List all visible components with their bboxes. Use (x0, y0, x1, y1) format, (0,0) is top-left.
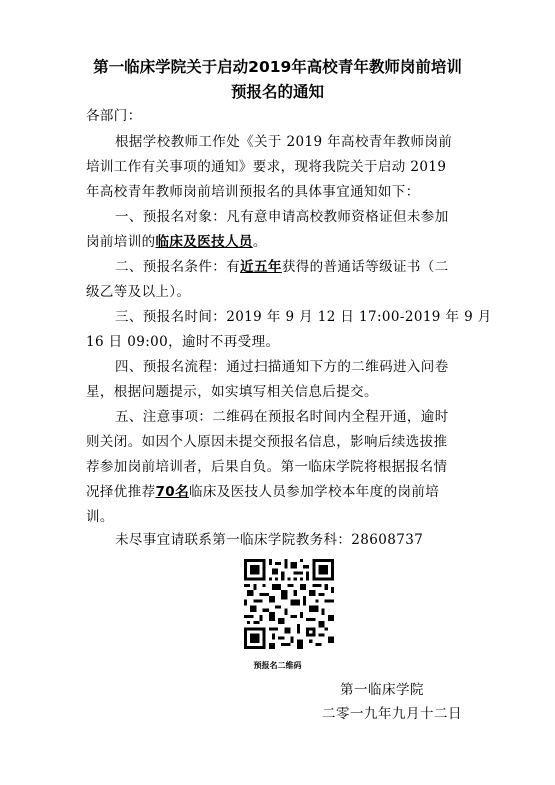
signature-date: 二零一九年九月十二日 (322, 706, 462, 722)
item1-line2-post: 。 (252, 234, 267, 250)
qr-code-icon (244, 559, 334, 649)
signature-org: 第一临床学院 (340, 682, 424, 698)
item5-line1: 五、注意事项：二维码在预报名时间内全程开通，逾时 (115, 409, 449, 425)
intro-line1: 根据学校教师工作处《关于 2019 年高校青年教师岗前 (115, 134, 453, 150)
item1-line2 (86, 230, 267, 250)
item4-line2: 星，根据问题提示，如实填写相关信息后提交。 (86, 384, 378, 400)
qr-caption: 预报名二维码 (253, 661, 302, 670)
item2-highlight: 近五年 (240, 259, 282, 275)
contact-line: 未尽事宜请联系第一临床学院教务科：28608737 (115, 532, 424, 548)
item5-line4 (86, 480, 439, 500)
item1-line2-pre: 岗前培训的 (86, 234, 156, 250)
item3-line1: 三、预报名时间：2019 年 9 月 12 日 17:00-2019 年 9 月 (115, 309, 492, 325)
item5-line4-pre: 况择优推荐 (86, 484, 156, 500)
item2-line2: 级乙等及以上）。 (86, 284, 191, 300)
item3-line2: 16 日 09:00，逾时不再受理。 (86, 334, 280, 350)
item4-line1: 四、预报名流程：通过扫描通知下方的二维码进入问卷 (115, 359, 449, 375)
intro-line3: 年高校青年教师岗前培训预报名的具体事宜通知如下： (86, 184, 420, 200)
item2-line1-pre: 二、预报名条件：有 (115, 259, 241, 275)
item1-highlight: 临床及医技人员 (155, 234, 253, 250)
item2-line1 (115, 255, 449, 275)
item5-line3: 荐参加岗前培训者，后果自负。第一临床学院将根据报名情 (86, 459, 448, 475)
item2-line1-post: 获得的普通话等级证书（二 (281, 259, 449, 275)
notice-title-line2: 预报名的通知 (230, 83, 324, 101)
notice-title-line1: 第一临床学院关于启动2019年高校青年教师岗前培训 (93, 58, 462, 76)
salutation: 各部门： (86, 108, 142, 124)
item1-line1: 一、预报名对象：凡有意申请高校教师资格证但未参加 (115, 209, 449, 225)
item5-line2: 则关闭。如因个人原因未提交预报名信息，影响后续选拔推 (86, 434, 448, 450)
item5-line5: 训。 (86, 509, 114, 525)
intro-line2: 培训工作有关事项的通知》要求，现将我院关于启动 2019 (86, 159, 447, 175)
item5-line4-post: 临床及医技人员参加学校本年度的岗前培 (189, 484, 440, 500)
item5-highlight: 70名 (155, 484, 189, 500)
qr-code[interactable] (244, 559, 334, 649)
